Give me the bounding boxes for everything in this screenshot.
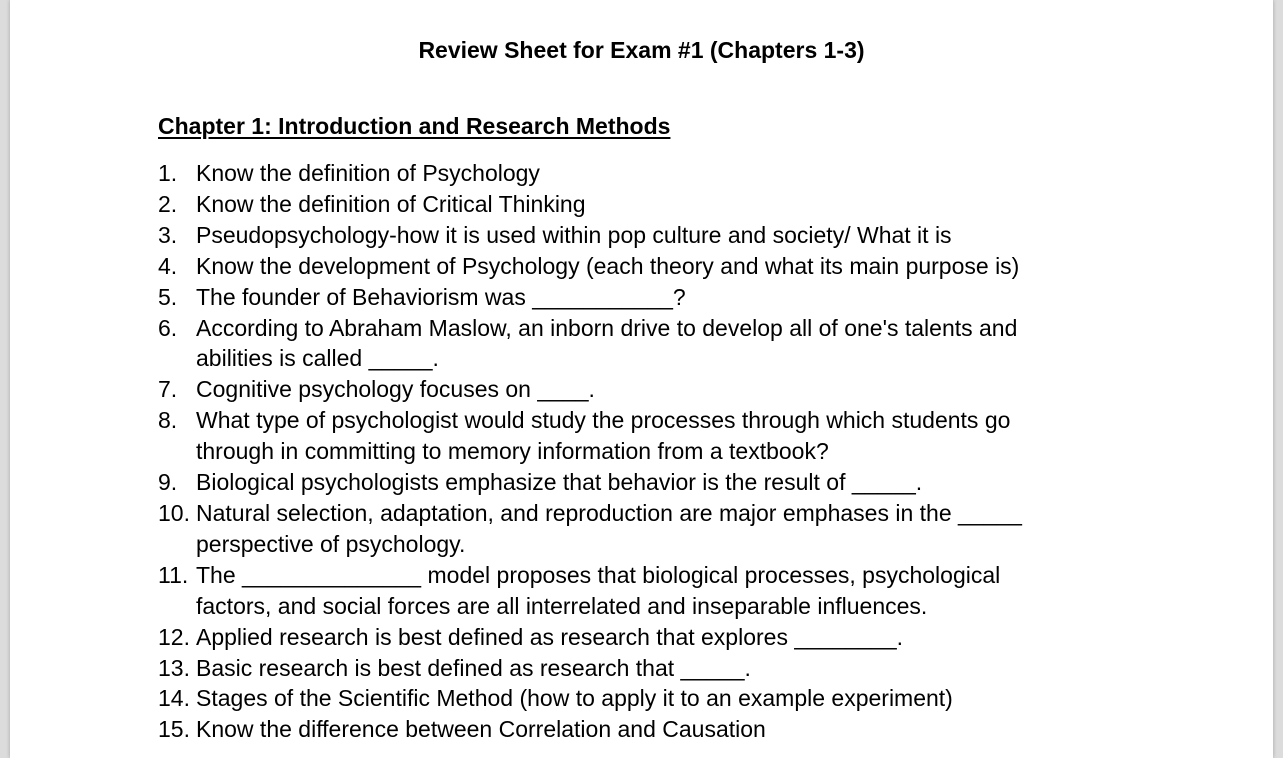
item-number: 2. <box>158 190 178 217</box>
item-number: 3. <box>158 221 178 248</box>
document-page <box>10 0 1273 758</box>
list-item-1 <box>158 158 1098 189</box>
list-item-11 <box>158 560 1098 622</box>
chapter-heading: Chapter 1: Introduction and Research Methods <box>158 113 671 139</box>
item-text: Applied research is best defined as research that explores ________. <box>196 623 904 650</box>
list-item-14 <box>158 683 1098 714</box>
item-text: The founder of Behaviorism was ___________? <box>196 283 686 310</box>
item-text: What type of psychologist would study the processes through which students go through in committing to memory information from a textbook? <box>196 407 1011 465</box>
item-text: According to Abraham Maslow, an inborn drive to develop all of one's talents and abilities is called _____. <box>196 314 1018 372</box>
item-text: Natural selection, adaptation, and reproduction are major emphases in the _____ perspective of psychology. <box>196 499 1022 557</box>
item-number: 8. <box>158 407 178 434</box>
item-text: Basic research is best defined as research that _____. <box>196 654 751 681</box>
list-item-15 <box>158 714 1098 745</box>
list-item-4 <box>158 251 1098 282</box>
item-number: 6. <box>158 314 178 341</box>
list-item-8 <box>158 405 1098 467</box>
item-number: 11. <box>158 561 189 588</box>
item-text: Stages of the Scientific Method (how to apply it to an example experiment) <box>196 685 953 712</box>
document-title: Review Sheet for Exam #1 (Chapters 1-3) <box>418 37 865 63</box>
item-text: The ______________ model proposes that biological processes, psychological factors, and social forces are all interrelated and inseparable influences. <box>196 561 1001 619</box>
item-number: 1. <box>158 160 178 186</box>
item-text: Cognitive psychology focuses on ____. <box>196 376 595 403</box>
list-item-3 <box>158 220 1098 251</box>
item-number: 13. <box>158 654 190 681</box>
item-text: Know the definition of Critical Thinking <box>196 190 586 217</box>
item-text: Know the definition of Psychology <box>196 160 540 186</box>
list-item-12 <box>158 622 1098 653</box>
item-number: 10. <box>158 499 190 526</box>
list-item-6 <box>158 313 1098 375</box>
list-item-9 <box>158 467 1098 498</box>
question-list <box>158 158 1098 745</box>
item-number: 4. <box>158 252 178 279</box>
item-number: 9. <box>158 469 178 496</box>
item-number: 12. <box>158 623 190 650</box>
item-number: 5. <box>158 283 178 310</box>
item-number: 15. <box>158 716 190 743</box>
item-number: 14. <box>158 685 190 712</box>
item-text: Know the development of Psychology (each theory and what its main purpose is) <box>196 252 1020 279</box>
list-item-7 <box>158 374 1098 405</box>
list-item-13 <box>158 653 1098 684</box>
list-item-5 <box>158 282 1098 313</box>
list-item-10 <box>158 498 1098 560</box>
item-text: Know the difference between Correlation and Causation <box>196 716 766 743</box>
item-text: Pseudopsychology-how it is used within pop culture and society/ What it is <box>196 221 952 248</box>
list-item-2 <box>158 189 1098 220</box>
item-text: Biological psychologists emphasize that behavior is the result of _____. <box>196 469 923 496</box>
item-number: 7. <box>158 376 178 403</box>
